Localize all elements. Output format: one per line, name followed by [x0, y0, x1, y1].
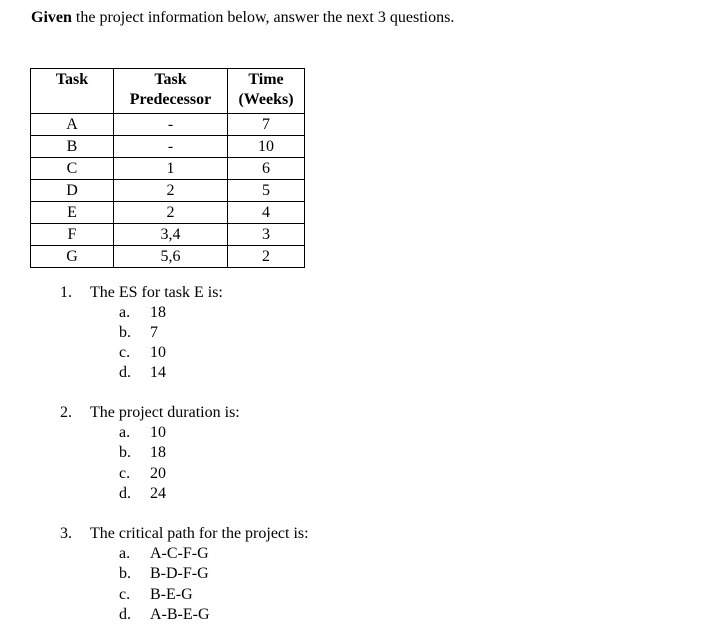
question-text: The project duration is:	[90, 404, 240, 421]
header-predecessor: Task Predecessor	[114, 69, 228, 114]
q3-option-b: b. B-D-F-G	[119, 565, 209, 582]
cell-time: 6	[228, 158, 305, 180]
intro-text	[31, 9, 454, 27]
question-text: The critical path for the project is:	[90, 525, 309, 542]
question-3	[60, 525, 309, 543]
q3-option-c: c. B-E-G	[119, 586, 193, 603]
q1-option-a: a. 18	[119, 304, 166, 321]
q1-option-d: d. 14	[119, 364, 166, 381]
question-number: 1.	[60, 284, 72, 301]
question-2	[60, 404, 240, 422]
question-number: 3.	[60, 525, 72, 542]
intro-bold: Given	[31, 9, 72, 26]
cell-pred: 2	[114, 202, 228, 224]
cell-time: 3	[228, 224, 305, 246]
project-table	[30, 68, 305, 268]
q3-option-a: a. A-C-F-G	[119, 545, 209, 562]
cell-task: D	[31, 180, 114, 202]
cell-time: 2	[228, 246, 305, 268]
cell-time: 7	[228, 114, 305, 136]
q1-option-c: c. 10	[119, 344, 166, 361]
question-1	[60, 284, 223, 302]
table-row	[31, 224, 305, 246]
cell-task: C	[31, 158, 114, 180]
q1-option-b: b. 7	[119, 324, 158, 341]
table-row	[31, 114, 305, 136]
table-row	[31, 158, 305, 180]
header-task: Task	[31, 69, 114, 114]
cell-task: F	[31, 224, 114, 246]
question-text: The ES for task E is:	[90, 284, 223, 301]
table-row	[31, 246, 305, 268]
cell-pred: 1	[114, 158, 228, 180]
cell-pred: 2	[114, 180, 228, 202]
q3-option-d: d. A-B-E-G	[119, 606, 210, 623]
cell-task: E	[31, 202, 114, 224]
cell-task: A	[31, 114, 114, 136]
cell-time: 10	[228, 136, 305, 158]
intro-rest: the project information below, answer the next 3 questions.	[71, 9, 455, 26]
q2-option-c: c. 20	[119, 465, 166, 482]
cell-pred: -	[114, 114, 228, 136]
cell-task: G	[31, 246, 114, 268]
q2-option-a: a. 10	[119, 424, 166, 441]
cell-time: 4	[228, 202, 305, 224]
table-row	[31, 136, 305, 158]
cell-time: 5	[228, 180, 305, 202]
table-header-row	[31, 69, 305, 114]
cell-task: B	[31, 136, 114, 158]
q2-option-b: b. 18	[119, 444, 166, 461]
header-time: Time (Weeks)	[228, 69, 305, 114]
q2-option-d: d. 24	[119, 485, 166, 502]
cell-pred: 3,4	[114, 224, 228, 246]
table-row	[31, 180, 305, 202]
cell-pred: 5,6	[114, 246, 228, 268]
table-row	[31, 202, 305, 224]
cell-pred: -	[114, 136, 228, 158]
question-number: 2.	[60, 404, 72, 421]
